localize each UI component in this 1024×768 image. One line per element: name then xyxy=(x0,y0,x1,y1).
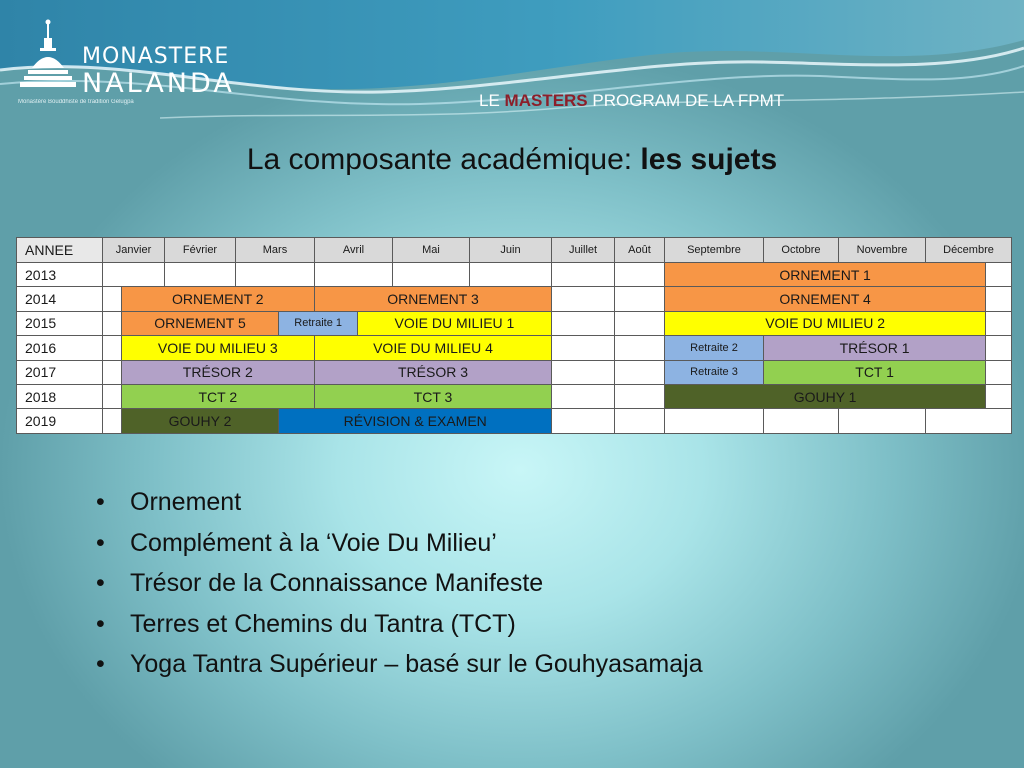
blank-cell xyxy=(664,408,764,433)
tresor-block: TRÉSOR 2 xyxy=(121,360,315,385)
blank-cell xyxy=(102,335,122,360)
blank-cell xyxy=(838,408,926,433)
blank-cell xyxy=(102,311,122,336)
blank-cell xyxy=(614,262,665,287)
year-cell: 2017 xyxy=(16,360,103,385)
subject-item: • Yoga Tantra Supérieur – basé sur le Gouhyasamaja xyxy=(96,644,703,685)
month-header: Juin xyxy=(469,237,552,263)
voie-block: VOIE DU MILIEU 1 xyxy=(357,311,552,336)
blank-cell xyxy=(985,384,1012,409)
subject-item: • Ornement xyxy=(96,482,703,523)
blank-cell xyxy=(235,262,315,287)
blank-cell xyxy=(763,408,839,433)
blank-cell xyxy=(551,408,615,433)
blank-cell xyxy=(614,360,665,385)
blank-cell xyxy=(614,384,665,409)
month-header: Avril xyxy=(314,237,393,263)
blank-cell xyxy=(102,262,165,287)
blank-cell xyxy=(614,408,665,433)
blank-cell xyxy=(469,262,552,287)
month-header: Octobre xyxy=(763,237,839,263)
year-cell: 2018 xyxy=(16,384,103,409)
subject-list xyxy=(96,482,703,685)
logo-line1: MONASTERE xyxy=(82,44,230,69)
month-header: Septembre xyxy=(664,237,764,263)
month-header: Novembre xyxy=(838,237,926,263)
year-cell: 2015 xyxy=(16,311,103,336)
blank-cell xyxy=(551,335,615,360)
retraite-block: Retraite 3 xyxy=(664,360,764,385)
ornement-block: ORNEMENT 3 xyxy=(314,286,552,311)
blank-cell xyxy=(614,286,665,311)
tct-block: TCT 2 xyxy=(121,384,315,409)
voie-block: VOIE DU MILIEU 3 xyxy=(121,335,315,360)
blank-cell xyxy=(164,262,236,287)
month-header: Février xyxy=(164,237,236,263)
header-year-label: ANNEE xyxy=(16,237,103,263)
blank-cell xyxy=(614,335,665,360)
blank-cell xyxy=(551,286,615,311)
subject-item: • Terres et Chemins du Tantra (TCT) xyxy=(96,604,703,645)
subject-item: • Trésor de la Connaissance Manifeste xyxy=(96,563,703,604)
ornement-block: ORNEMENT 2 xyxy=(121,286,315,311)
voie-block: VOIE DU MILIEU 2 xyxy=(664,311,986,336)
year-cell: 2014 xyxy=(16,286,103,311)
blank-cell xyxy=(102,384,122,409)
tresor-block: TRÉSOR 1 xyxy=(763,335,986,360)
blank-cell xyxy=(551,384,615,409)
blank-cell xyxy=(985,360,1012,385)
year-cell: 2016 xyxy=(16,335,103,360)
retraite-block: Retraite 2 xyxy=(664,335,764,360)
ornement-block: ORNEMENT 4 xyxy=(664,286,986,311)
blank-cell xyxy=(102,408,122,433)
blank-cell xyxy=(985,262,1012,287)
program-pre: LE xyxy=(479,91,505,110)
blank-cell xyxy=(314,262,393,287)
program-highlight: MASTERS xyxy=(504,91,588,110)
blank-cell xyxy=(925,408,1012,433)
blank-cell xyxy=(551,360,615,385)
retraite-block: Retraite 1 xyxy=(278,311,357,336)
gouhy-block: GOUHY 1 xyxy=(664,384,986,409)
ornement-block: ORNEMENT 5 xyxy=(121,311,280,336)
blank-cell xyxy=(985,286,1012,311)
month-header: Juillet xyxy=(551,237,615,263)
year-cell: 2019 xyxy=(16,408,103,433)
subject-item: • Complément à la ‘Voie Du Milieu’ xyxy=(96,523,703,564)
blank-cell xyxy=(614,311,665,336)
month-header: Décembre xyxy=(925,237,1012,263)
month-header: Mars xyxy=(235,237,315,263)
blank-cell xyxy=(392,262,470,287)
ornement-block: ORNEMENT 1 xyxy=(664,262,986,287)
logo-tagline: Monastère Bouddhiste de tradition Gelugpa xyxy=(18,99,134,105)
month-header: Mai xyxy=(392,237,470,263)
title-regular: La composante académique: xyxy=(246,143,641,176)
gouhy-block: GOUHY 2 xyxy=(121,408,280,433)
year-cell: 2013 xyxy=(16,262,103,287)
blank-cell xyxy=(102,360,122,385)
tct-block: TCT 3 xyxy=(314,384,552,409)
program-post: PROGRAM DE LA FPMT xyxy=(587,91,785,110)
blank-cell xyxy=(102,286,122,311)
blank-cell xyxy=(985,335,1012,360)
blank-cell xyxy=(551,311,615,336)
blank-cell xyxy=(551,262,615,287)
month-header: Août xyxy=(614,237,665,263)
tresor-block: TRÉSOR 3 xyxy=(314,360,552,385)
tct-block: TCT 1 xyxy=(763,360,986,385)
month-header: Janvier xyxy=(102,237,165,263)
title-bold: les sujets xyxy=(640,143,778,176)
blank-cell xyxy=(985,311,1012,336)
voie-block: VOIE DU MILIEU 4 xyxy=(314,335,552,360)
logo-line2: NALANDA xyxy=(82,68,235,99)
revision-block: RÉVISION & EXAMEN xyxy=(278,408,552,433)
